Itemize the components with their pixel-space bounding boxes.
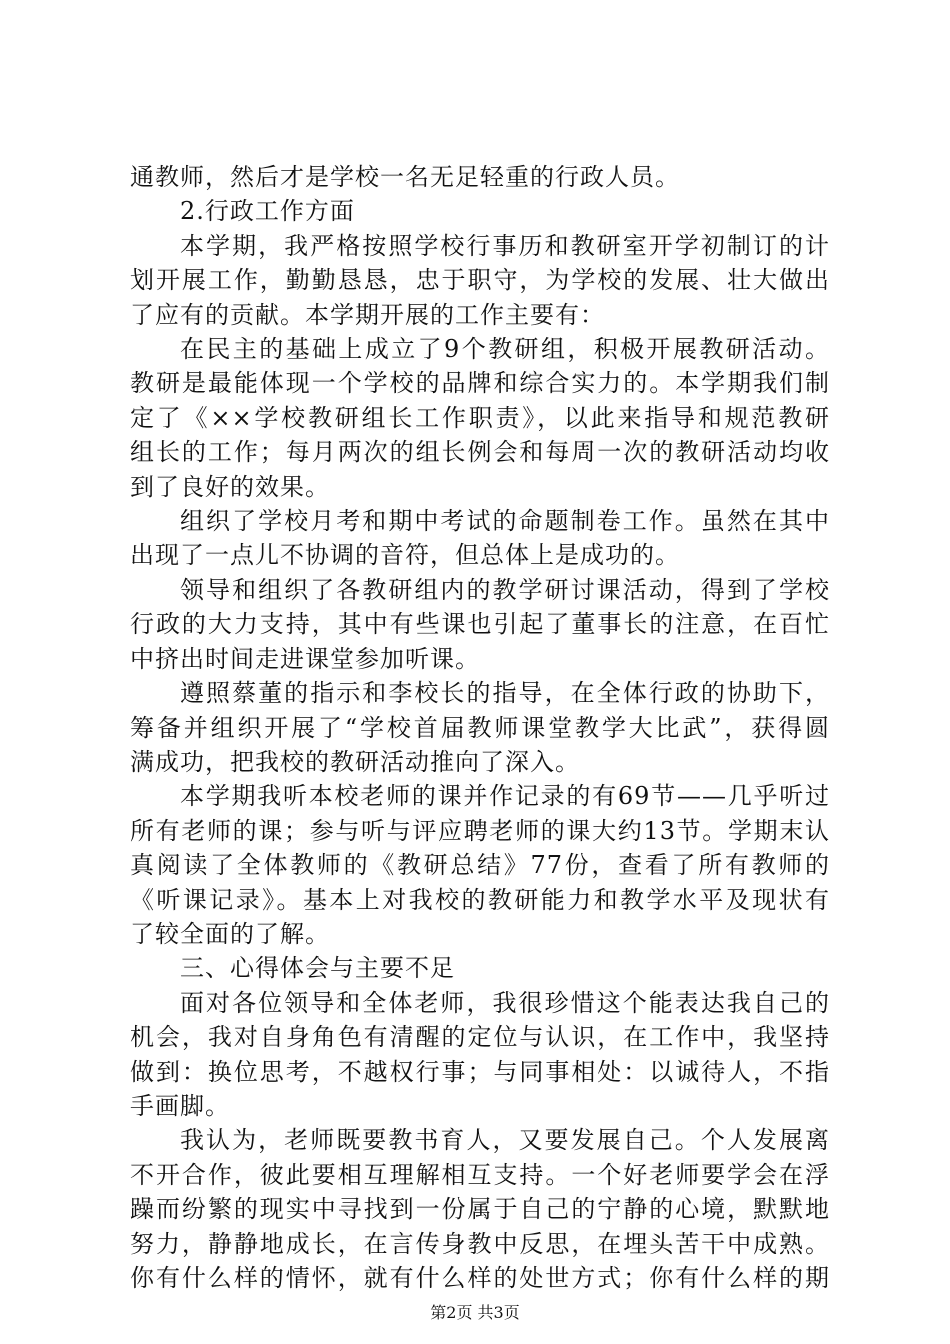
text-line: 教研是最能体现一个学校的品牌和综合实力的。本学期我们制 [130, 369, 830, 398]
text-line: 到了良好的效果。 [130, 472, 330, 501]
text-line: 组织了学校月考和期中考试的命题制卷工作。虽然在其中 [180, 507, 830, 536]
text-line: 不开合作，彼此要相互理解相互支持。一个好老师要学会在浮 [130, 1160, 830, 1189]
page-footer: 第2页 共3页 [430, 1303, 520, 1322]
text-line: 定了《××学校教研组长工作职责》，以此来指导和规范教研 [130, 403, 830, 432]
text-line: 手画脚。 [130, 1091, 230, 1120]
text-line: 本学期我听本校老师的课并作记录的有69节——几乎听过 [180, 782, 830, 811]
text-line: 组长的工作；每月两次的组长例会和每周一次的教研活动均收 [130, 438, 830, 467]
text-line: 我认为，老师既要教书育人，又要发展自己。个人发展离 [180, 1126, 830, 1155]
text-line: 你有什么样的情怀，就有什么样的处世方式；你有什么样的期 [130, 1264, 830, 1292]
text-line: 躁而纷繁的现实中寻找到一份属于自己的宁静的心境，默默地 [130, 1195, 830, 1224]
text-line: 机会，我对自身角色有清醒的定位与认识，在工作中，我坚持 [130, 1023, 830, 1052]
text-line: 筹备并组织开展了“学校首届教师课堂教学大比武”，获得圆 [130, 713, 830, 742]
text-line: 划开展工作，勤勤恳恳，忠于职守，为学校的发展、壮大做出 [130, 266, 830, 295]
text-line: 面对各位领导和全体老师，我很珍惜这个能表达我自己的 [180, 988, 830, 1017]
text-line: 遵照蔡董的指示和李校长的指导，在全体行政的协助下， [180, 679, 830, 708]
text-line: 行政的大力支持，其中有些课也引起了董事长的注意，在百忙 [130, 610, 830, 639]
text-line: 满成功，把我校的教研活动推向了深入。 [130, 747, 580, 776]
text-line: 努力，静静地成长，在言传身教中反思，在埋头苦干中成熟。 [130, 1229, 830, 1258]
document-body [130, 160, 830, 1295]
text-line: 通教师，然后才是学校一名无足轻重的行政人员。 [130, 163, 680, 191]
text-line: 了应有的贡献。本学期开展的工作主要有： [130, 300, 605, 329]
text-line: 做到：换位思考，不越权行事；与同事相处：以诚待人，不指 [130, 1057, 830, 1086]
text-line: 2.行政工作方面 [180, 197, 355, 226]
text-line: 本学期，我严格按照学校行事历和教研室开学初制订的计 [180, 231, 830, 260]
text-line: 中挤出时间走进课堂参加听课。 [130, 644, 480, 673]
text-line: 在民主的基础上成立了9个教研组，积极开展教研活动。 [180, 335, 830, 364]
text-line: 领导和组织了各教研组内的教学研讨课活动，得到了学校 [180, 575, 830, 604]
text-line: 了较全面的了解。 [130, 919, 330, 948]
text-line: 出现了一点儿不协调的音符，但总体上是成功的。 [130, 541, 680, 570]
text-line: 所有老师的课；参与听与评应聘老师的课大约13节。学期末认 [130, 816, 830, 845]
text-line: 《听课记录》。基本上对我校的教研能力和教学水平及现状有 [130, 885, 830, 914]
text-line: 真阅读了全体教师的《教研总结》77份，查看了所有教师的 [130, 851, 830, 880]
text-line: 三、心得体会与主要不足 [180, 954, 455, 983]
